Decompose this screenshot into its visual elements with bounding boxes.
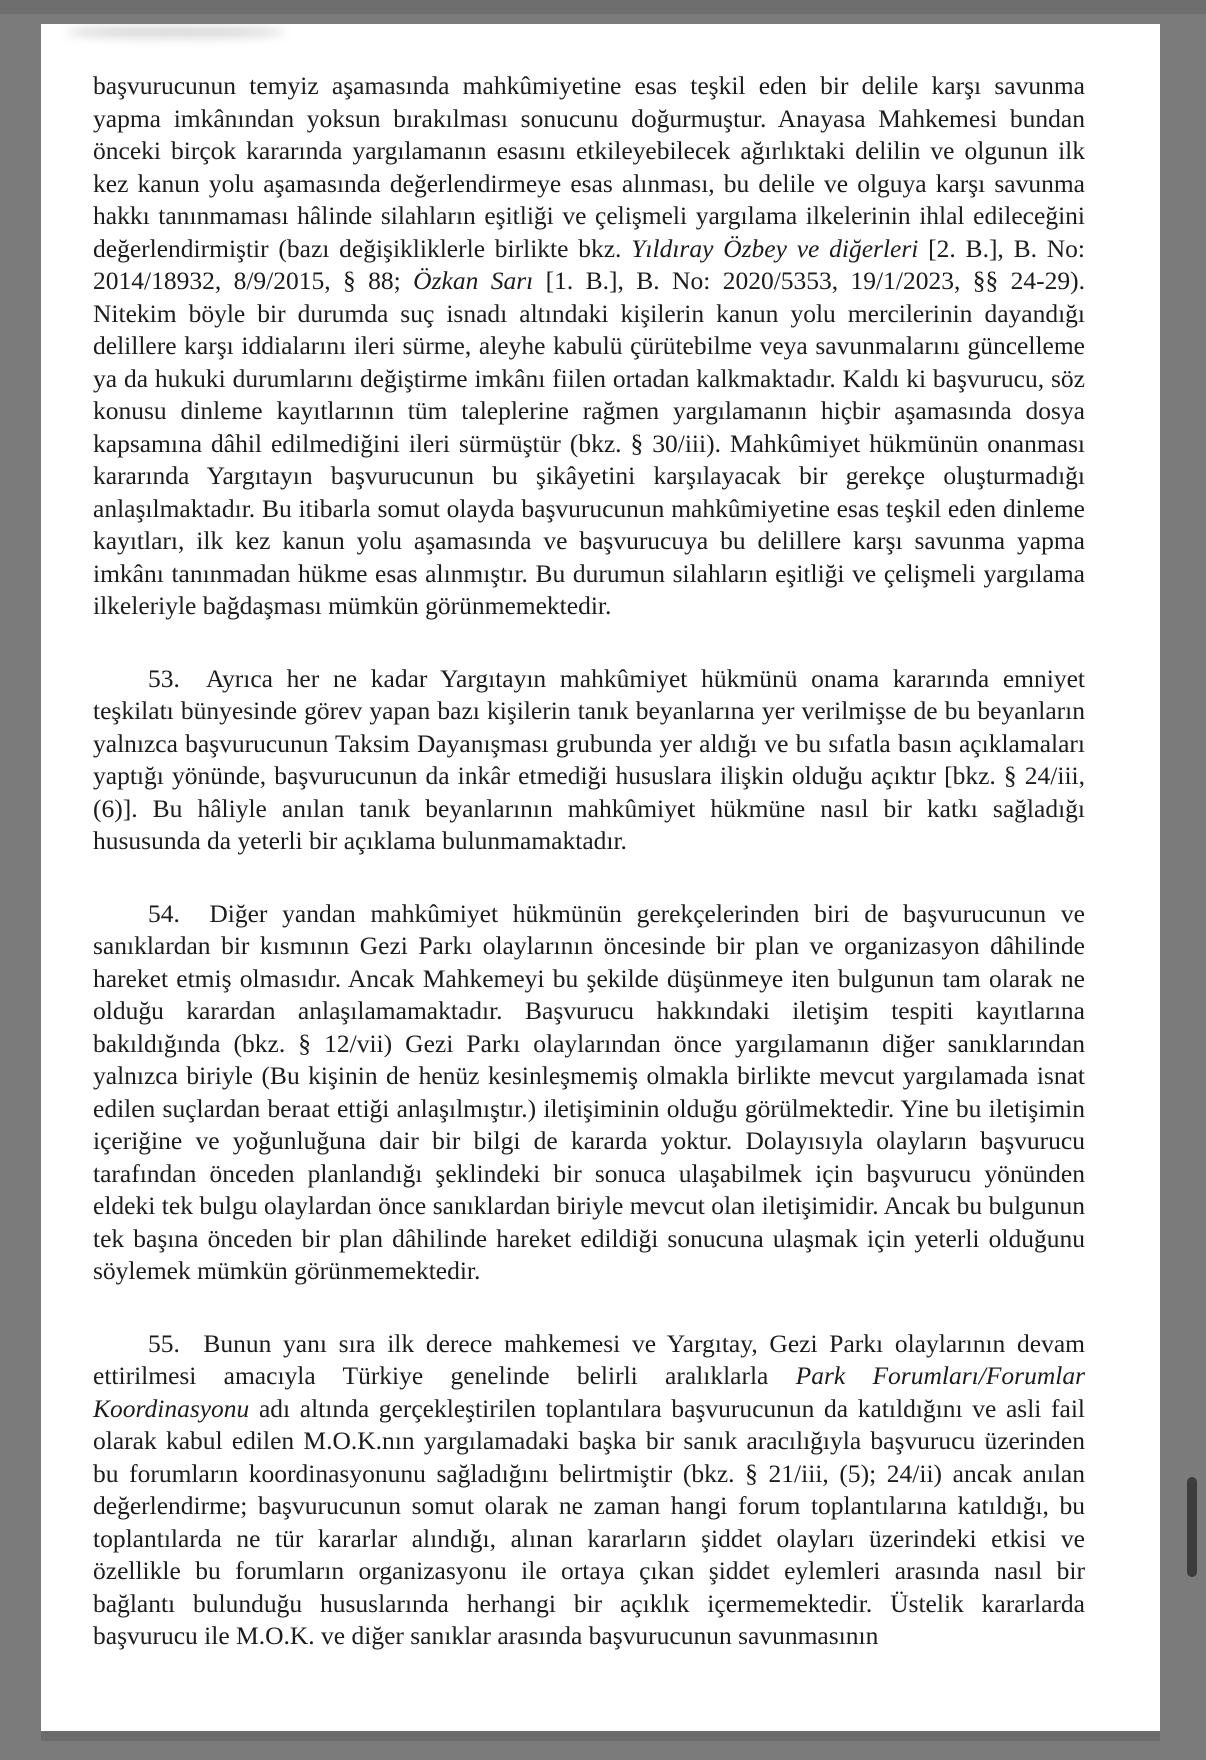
case-name-italic: Yıldıray Özbey ve diğerleri	[631, 233, 919, 263]
viewer-top-strip	[0, 0, 1206, 14]
paragraph-continuation	[93, 70, 1085, 623]
paragraph-53	[93, 663, 1085, 858]
case-name-italic: Özkan Sarı	[413, 266, 534, 295]
body-text: [2. B.], B. No: 2014/18932, 8/9/2015, § 88;	[93, 233, 1086, 295]
scan-artifact-smudge	[65, 26, 285, 38]
scrollbar-thumb[interactable]	[1187, 1477, 1197, 1577]
body-text: [1. B.], B. No: 2020/5353, 19/1/2023, §§ 24-29). Nitekim böyle bir durumda suç isnadı altındaki kişilerin kanun yolu mercilerinin dayandığı delillere karşı iddialarını ileri sürme, aleyhe kabulü çürütebilme veya savunmalarını güncelleme ya da hukuki durumlarını değiştirme imkânı fiilen ortadan kalkmaktadır. Kaldı ki başvurucu, söz konusu dinleme kayıtlarının tüm taleplerine rağmen yargılamanın hiçbir aşamasında dosya kapsamına dâhil edilmediğini ileri sürmüştür (bkz. § 30/iii). Mahkûmiyet hükmünün onanması kararında Yargıtayın başvurucunun bu şikâyetini karşılayacak bir gerekçe oluşturmadığı anlaşılmaktadır. Bu itibarla somut olayda başvurucunun mahkûmiyetine esas teşkil eden dinleme kayıtları, ilk kez kanun yolu aşamasında ve başvurucuya bu delillere karşı savunma yapma imkânı tanınmadan hükme esas alınmıştır. Bu durumun silahların eşitliği ve çelişmeli yargılama ilkeleriyle bağdaşması mümkün görünmemektedir.	[93, 266, 1085, 620]
document-text	[93, 70, 1085, 1653]
case-name-italic: Park Forumları/Forumlar Koordinasyonu	[93, 1361, 1085, 1423]
page-bottom-shadow	[41, 1731, 1160, 1741]
paragraph-55	[93, 1328, 1085, 1653]
body-text: başvurucunun temyiz aşamasında mahkûmiyetine esas teşkil eden bir delile karşı savunma yapma imkânından yoksun bırakılması sonucunu doğurmuştur. Anayasa Mahkemesi bundan önceki birçok kararında yargılamanın esasını etkileyebilecek ağırlıktaki delilin ve olgunun ilk kez kanun yolu aşamasında değerlendirmeye esas alınması, bu delile ve olguya karşı savunma hakkı tanınmaması hâlinde silahların eşitliği ve çelişmeli yargılama ilkelerinin ihlal edileceğini değerlendirmiştir (bazı değişikliklerle birlikte bkz.	[93, 71, 1085, 263]
body-text: 55. Bunun yanı sıra ilk derece mahkemesi ve Yargıtay, Gezi Parkı olaylarının devam ettirilmesi amacıyla Türkiye genelinde belirli aralıklarla	[93, 1328, 1085, 1390]
body-text: 53. Ayrıca her ne kadar Yargıtayın mahkûmiyet hükmünü onama kararında emniyet teşkilatı bünyesinde görev yapan bazı kişilerin tanık beyanlarına yer verilmişse de bu beyanların yalnızca başvurucunun Taksim Dayanışması grubunda yer aldığı ve bu sıfatla basın açıklamaları yaptığı yönünde, başvurucunun da inkâr etmediği hususlara ilişkin olduğu açıktır [bkz. § 24/iii, (6)]. Bu hâliyle anılan tanık beyanlarının mahkûmiyet hükmüne nasıl bir katkı sağladığı hususunda da yeterli bir açıklama bulunmamaktadır.	[93, 663, 1085, 855]
document-page	[41, 24, 1160, 1731]
paragraph-54	[93, 898, 1085, 1288]
body-text: adı altında gerçekleştirilen toplantılara başvurucunun da katıldığını ve asli fail olarak kabul edilen M.O.K.nın yargılamadaki başka bir sanık aracılığıyla başvurucu üzerinden bu forumların koordinasyonunu sağladığını belirtmiştir (bkz. § 21/iii, (5); 24/ii) ancak anılan değerlendirme; başvurucunun somut olarak ne zaman hangi forum toplantılarına katıldığı, bu toplantılarda ne tür kararlar alındığı, alınan kararların şiddet olayları üzerindeki etkisi ve özellikle bu forumların organizasyonu ile ortaya çıkan şiddet eylemleri arasında nasıl bir bağlantı bulunduğu hususlarında herhangi bir açıklık içermemektedir. Üstelik kararlarda başvurucu ile M.O.K. ve diğer sanıklar arasında başvurucunun savunmasının	[93, 1393, 1085, 1650]
body-text: 54. Diğer yandan mahkûmiyet hükmünün gerekçelerinden biri de başvurucunun ve sanıklardan bir kısmının Gezi Parkı olaylarının öncesinde bir plan ve organizasyon dâhilinde hareket etmiş olmasıdır. Ancak Mahkemeyi bu şekilde düşünmeye iten bulgunun tam olarak ne olduğu karardan anlaşılamamaktadır. Başvurucu hakkındaki iletişim tespiti kayıtlarına bakıldığında (bkz. § 12/vii) Gezi Parkı olaylarından önce yargılamanın diğer sanıklarından yalnızca biriyle (Bu kişinin de henüz kesinleşmemiş olmakla birlikte mevcut yargılamada isnat edilen suçlardan beraat ettiği anlaşılmıştır.) iletişiminin olduğu görülmektedir. Yine bu iletişimin içeriğine ve yoğunluğuna dair bir bilgi de kararda yoktur. Dolayısıyla olayların başvurucu tarafından önceden planlandığı şeklindeki bir sonuca ulaşabilmek için başvurucu yönünden eldeki tek bulgu olaylardan önce sanıklardan biriyle mevcut olan iletişimidir. Ancak bu bulgunun tek başına önceden bir plan dâhilinde hareket edildiği sonucuna ulaşmak için yeterli olduğunu söylemek mümkün görünmemektedir.	[93, 898, 1085, 1285]
